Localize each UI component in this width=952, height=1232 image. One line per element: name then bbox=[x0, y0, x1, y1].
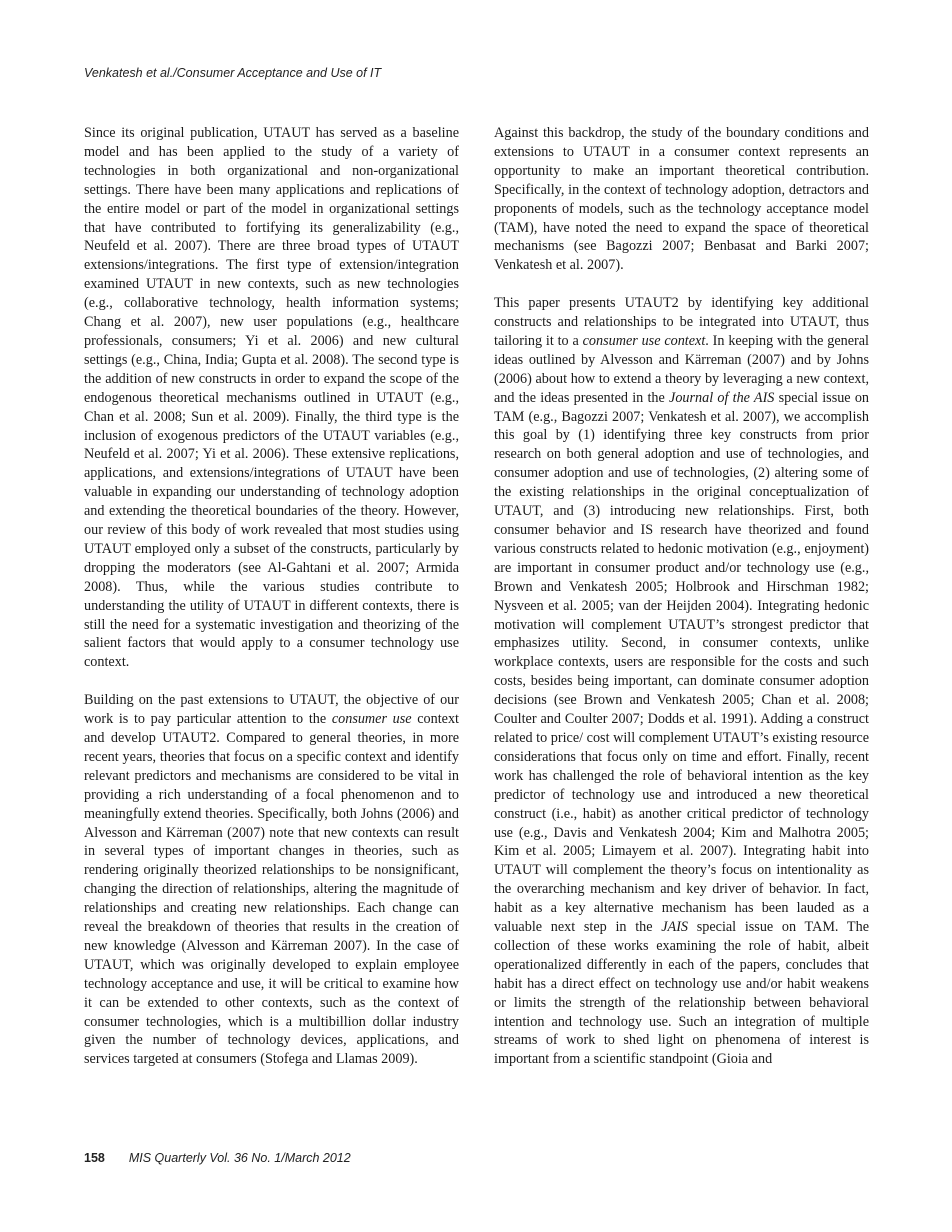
emphasis: JAIS bbox=[661, 919, 689, 936]
right-column bbox=[494, 124, 869, 1069]
text-run: Building on the past extensions to UTAUT, the objective of our work is to pay particular attention to the bbox=[84, 692, 459, 728]
page-footer bbox=[84, 1151, 351, 1165]
emphasis: consumer use bbox=[331, 711, 412, 728]
text-run: context and develop UTAUT2. Compared to general theories, in more recent years, theories that focus on a specific context and identify relevant predictors and mechanisms are considered to be vital in providing a rich understanding of a focal phenomenon and to meaningfully extend theories. Specifically, both Johns (2006) and Alvesson and Kärreman (2007) note that new contexts can result in several types of important changes in theories, such as rendering originally theorized relationships to be nonsignificant, changing the direction of relationships, altering the magnitude of relationships and creating new relationships. Each change can reveal the breakdown of theories that results in the creation of new knowledge (Alvesson and Kärreman 2007). In the case of UTAUT, which was originally developed to explain employee technology acceptance and use, it will be critical to examine how it can be extended to other contexts, such as the context of consumer technologies, which is a multibillion dollar industry given the number of technology devices, applications, and services targeted at consumers (Stofega and Llamas 2009). bbox=[84, 711, 460, 1068]
text-run: This paper presents UTAUT2 by identifying key additional constructs and relationships to be integrated into UTAUT, thus tailoring it to a bbox=[494, 295, 869, 349]
page-number: 158 bbox=[84, 1151, 105, 1165]
paragraph bbox=[84, 691, 459, 1069]
running-head: Venkatesh et al./Consumer Acceptance and Use of IT bbox=[84, 66, 382, 80]
emphasis: Journal of the AIS bbox=[669, 389, 775, 406]
text-run: . In keeping with the general ideas outlined by Alvesson and Kärreman (2007) and by Johns (2006) about how to extend a theory by leveraging a new context, and the ideas presented in the bbox=[494, 332, 870, 406]
text-run: special issue on TAM. The collection of these works examining the role of habit, albeit operationalized differently in each of the papers, concludes that habit has a direct effect on technology use and/or habit weakens or limits the strength of the relationship between behavioral intention and technology use. Such an integration of multiple streams of work to shed light on phenomena of interest is important from a scientific standpoint (Gioia and bbox=[494, 919, 869, 1068]
journal-citation: MIS Quarterly Vol. 36 No. 1/March 2012 bbox=[128, 1151, 351, 1165]
paragraph: Against this backdrop, the study of the boundary conditions and extensions to UTAUT in a consumer context represents an opportunity to make an important theoretical contribution. Specifically, in the context of technology adoption, detractors and proponents of models, such as the technology acceptance model (TAM), have noted the need to expand the space of theoretical mechanisms (see Bagozzi 2007; Benbasat and Barki 2007; Venkatesh et al. 2007). bbox=[494, 125, 869, 274]
left-column bbox=[84, 124, 459, 1069]
paragraph: Since its original publication, UTAUT has served as a baseline model and has been applied to the study of a variety of technologies in both organizational and non-organizational settings. There have been many applications and replications of the entire model or part of the model in organizational settings that have contributed to fortifying its generalizability (e.g., Neufeld et al. 2007). There are three broad types of UTAUT extensions/integrations. The first type of extension/integration examined UTAUT in new contexts, such as new technologies (e.g., collaborative technology, health information systems; Chang et al. 2007), new user populations (e.g., healthcare professionals, consumers; Yi et al. 2006) and new cultural settings (e.g., China, India; Gupta et al. 2008). The second type is the addition of new constructs in order to expand the scope of the endogenous theoretical mechanisms outlined in UTAUT (e.g., Chan et al. 2008; Sun et al. 2009). Finally, the third type is the inclusion of exogenous predictors of the UTAUT variables (e.g., Neufeld et al. 2007; Yi et al. 2006). These extensive replications, applications, and extensions/integrations of UTAUT have been valuable in expanding our understanding of technology adoption and extending the theoretical boundaries of the theory. However, our review of this body of work revealed that most studies using UTAUT employed only a subset of the constructs, particularly by dropping the moderators (see Al-Gahtani et al. 2007; Armida 2008). Thus, while the various studies contribute to understanding the utility of UTAUT in different contexts, there is still the need for a systematic investigation and theorizing of the salient factors that would apply to a consumer technology use context. bbox=[84, 125, 459, 671]
text-run: special issue on TAM (e.g., Bagozzi 2007; Venkatesh et al. 2007), we accomplish this goal by (1) identifying three key constructs from prior research on both general adoption and use of technologies, and consumer adoption and use of technologies, (2) altering some of the existing relationships in the original conceptualization of UTAUT, and (3) introducing new relationships. First, both consumer behavior and IS research have theorized and found various constructs related to hedonic motivation (e.g., enjoyment) are important in consumer product and/or technology use (e.g., Brown and Venkatesh 2005; Holbrook and Hirschman 1982; Nysveen et al. 2005; van der Heijden 2004). Integrating hedonic motivation will complement UTAUT’s strongest predictor that emphasizes utility. Second, in consumer contexts, unlike workplace contexts, users are responsible for the costs and such costs, besides being important, can dominate consumer adoption decisions (see Brown and Venkatesh 2005; Chan et al. 2008; Coulter and Coulter 2007; Dodds et al. 1991). Adding a construct related to price/ cost will complement UTAUT’s existing resource considerations that focus only on time and effort. Finally, recent work has challenged the role of behavioral intention as the key predictor of technology use and introduced a new theoretical construct (i.e., habit) as another critical predictor of technology use (e.g., Davis and Venkatesh 2004; Kim and Malhotra 2005; Kim et al. 2005; Limayem et al. 2007). Integrating habit into UTAUT will complement the theory’s focus on intentionality as the overarching mechanism and key driver of behavior. In fact, habit as a key alternative mechanism has been lauded as a valuable next step in the bbox=[494, 389, 870, 936]
emphasis: consumer use context bbox=[582, 332, 706, 349]
paragraph bbox=[494, 294, 869, 1069]
